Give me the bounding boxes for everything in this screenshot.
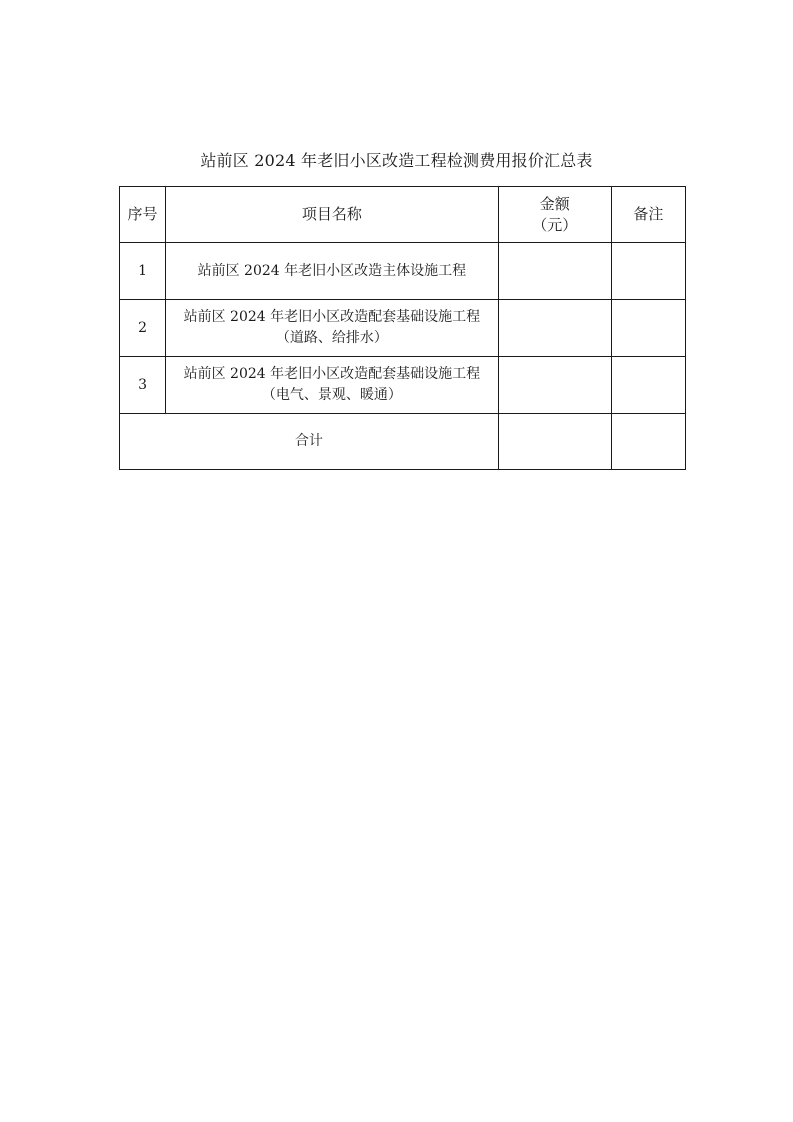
header-remark: 备注: [611, 187, 685, 243]
header-amount-label: 金额: [539, 194, 570, 213]
row-amount: [498, 243, 611, 300]
table-header-row: [120, 187, 686, 243]
row-name-line2: （道路、给排水）: [275, 330, 388, 346]
total-remark: [611, 414, 685, 470]
header-name: 项目名称: [166, 187, 499, 243]
row-name: [166, 243, 499, 300]
table-row: [120, 243, 686, 300]
total-label: 合计: [120, 414, 499, 470]
row-name: [166, 300, 499, 357]
total-row: [120, 414, 686, 470]
total-amount: [498, 414, 611, 470]
row-name: [166, 357, 499, 414]
row-no: 1: [120, 243, 166, 300]
row-no: 3: [120, 357, 166, 414]
header-amount-unit: （元）: [532, 215, 578, 234]
row-remark: [611, 300, 685, 357]
header-no: 序号: [120, 187, 166, 243]
row-name-line1: 站前区 2024 年老旧小区改造主体设施工程: [197, 262, 467, 279]
page-title: 站前区 2024 年老旧小区改造工程检测费用报价汇总表: [200, 151, 593, 170]
row-amount: [498, 300, 611, 357]
row-remark: [611, 243, 685, 300]
row-name-line1: 站前区 2024 年老旧小区改造配套基础设施工程: [183, 309, 481, 325]
row-no: 2: [120, 300, 166, 357]
table-row: [120, 300, 686, 357]
table-row: [120, 357, 686, 414]
header-amount: [498, 187, 611, 243]
row-amount: [498, 357, 611, 414]
row-remark: [611, 357, 685, 414]
cost-summary-table: [119, 186, 686, 470]
row-name-line2: （电气、景观、暖通）: [261, 387, 402, 403]
row-name-line1: 站前区 2024 年老旧小区改造配套基础设施工程: [183, 366, 481, 382]
